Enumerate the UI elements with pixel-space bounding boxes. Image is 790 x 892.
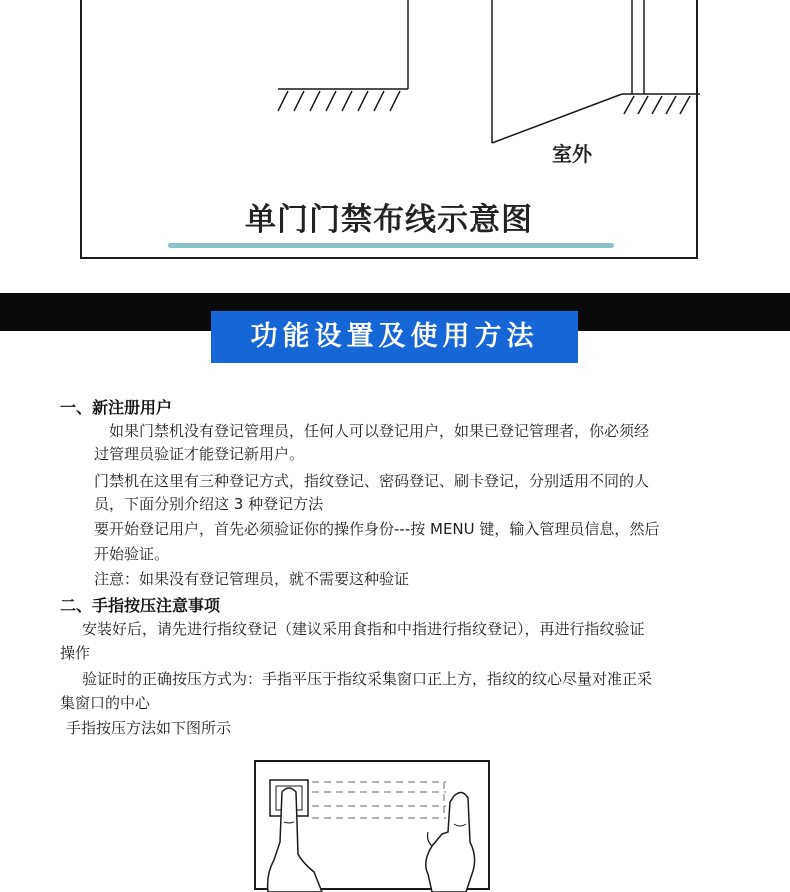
section2-line: 集窗口的中心 [60, 694, 151, 712]
section-banner: 功能设置及使用方法 [211, 311, 578, 363]
title-underline [168, 243, 614, 248]
section2-line: 安装好后，请先进行指纹登记（建议采用食指和中指进行指纹登记），再进行指纹验证 [82, 620, 645, 638]
section2-line: 操作 [60, 644, 91, 662]
section1-line: 员，下面分别介绍这 3 种登记方法 [94, 495, 324, 513]
section1-line: 过管理员验证才能登记新用户。 [94, 445, 305, 463]
section2-heading: 二、手指按压注意事项 [60, 596, 221, 615]
section1-note: 注意：如果没有登记管理员，就不需要这种验证 [94, 570, 410, 588]
finger-press-illustration [254, 760, 490, 890]
section1-line: 如果门禁机没有登记管理员，任何人可以登记用户，如果已登记管理者，你必须经 [109, 422, 650, 440]
section1-heading: 一、新注册用户 [60, 398, 173, 417]
wiring-diagram [80, 0, 698, 259]
section2-line: 验证时的正确按压方式为：手指平压于指纹采集窗口正上方，指纹的纹心尽量对准正采 [82, 670, 653, 688]
diagram-title: 单门门禁布线示意图 [245, 202, 533, 238]
section1-line: 要开始登记用户，首先必须验证你的操作身份---按 MENU 键，输入管理员信息，然后 [94, 520, 660, 538]
section1-line: 开始验证。 [94, 545, 170, 563]
section1-line: 门禁机在这里有三种登记方式，指纹登记、密码登记、刷卡登记，分别适用不同的人 [94, 472, 650, 490]
section2-line: 手指按压方法如下图所示 [66, 719, 232, 737]
outdoor-label: 室外 [552, 142, 592, 166]
